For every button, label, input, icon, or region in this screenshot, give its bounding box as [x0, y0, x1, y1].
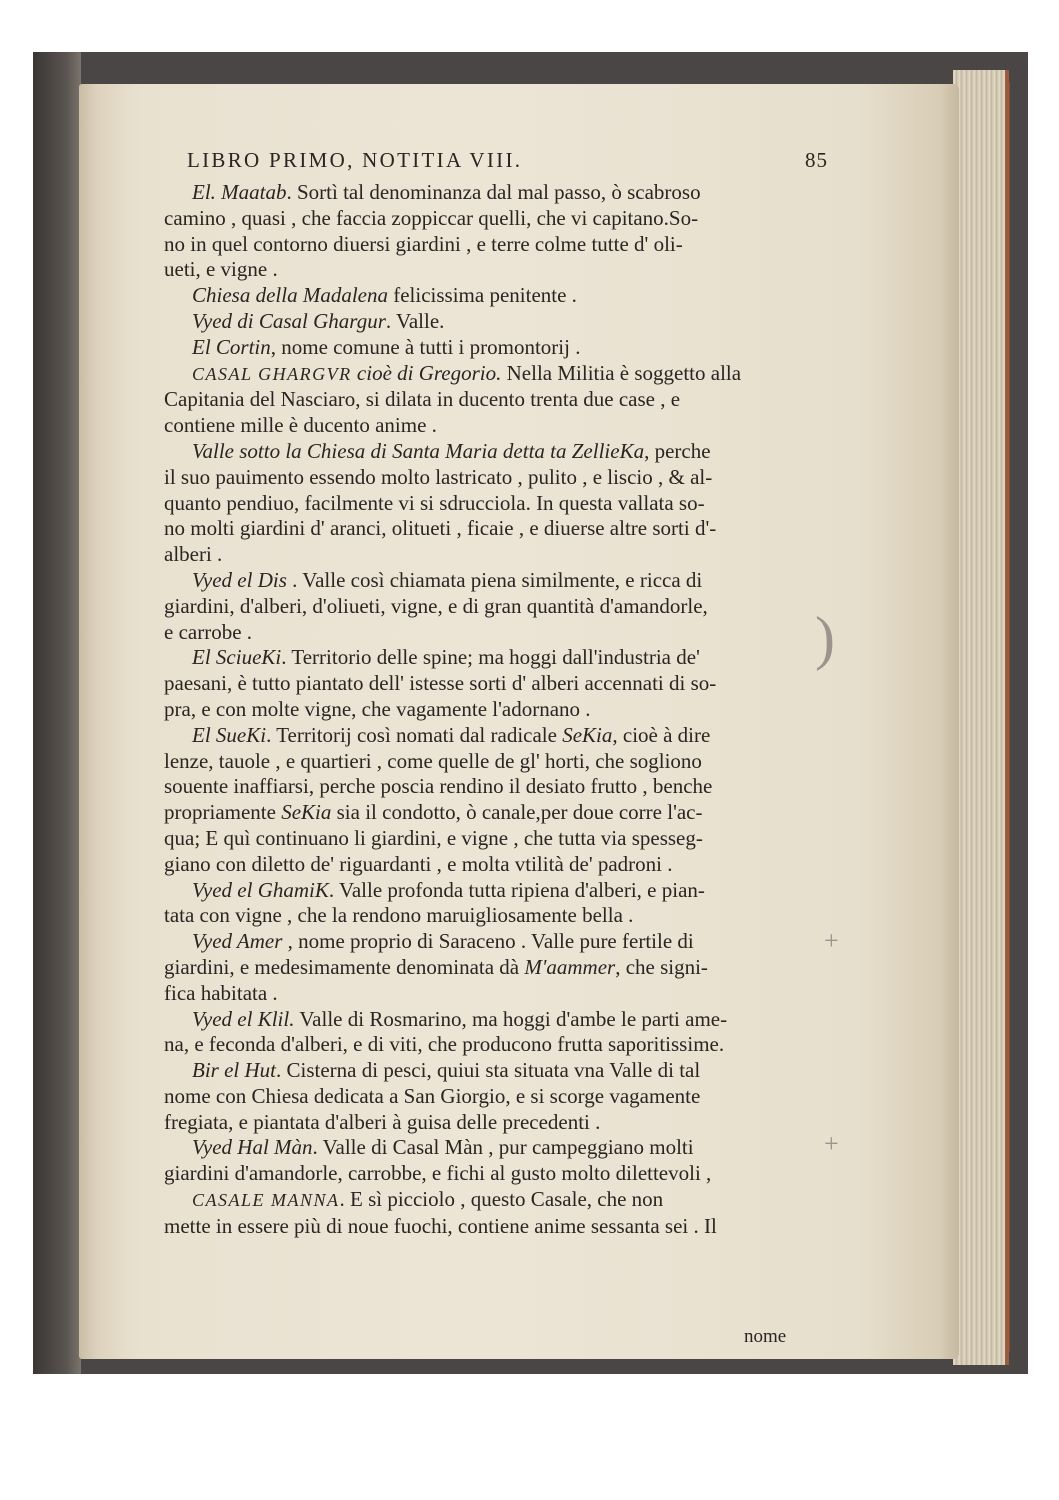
italic-term: Bir el Hut [192, 1058, 276, 1083]
text-line [164, 1214, 864, 1240]
text-run: propriamente [164, 800, 282, 825]
text-run: , cioè à dire [612, 722, 711, 747]
text-line [164, 568, 864, 594]
text-run: Capitania del Nasciaro, si dilata in ducento trenta due case , e [164, 387, 681, 412]
text-line [164, 697, 864, 723]
header-title: LIBRO PRIMO, NOTITIA VIII. [187, 148, 523, 172]
text-run: giardini, d'alberi, d'oliueti, vigne, e di gran quantità d'amandorle, [164, 593, 708, 618]
text-run: fregiata, e piantata d'alberi à guisa delle precedenti . [164, 1109, 601, 1134]
italic-term: Vyed di Casal Ghargur [192, 308, 386, 333]
italic-term: Vyed Hal Màn [192, 1135, 313, 1160]
text-run: quanto pendiuo, facilmente vi si sdrucciola. In questa vallata so- [164, 490, 705, 515]
margin-cross: + [824, 1129, 839, 1158]
text-line [164, 387, 864, 413]
text-line [164, 774, 864, 800]
text-line [164, 1007, 864, 1033]
text-line [164, 594, 864, 620]
text-run: Nella Militia è soggetto alla [501, 360, 742, 385]
text-line [164, 929, 864, 955]
text-run: contiene mille è ducento anime . [164, 413, 437, 438]
text-run: , che signi- [615, 954, 708, 979]
text-line [164, 723, 864, 749]
text-run: , perche [644, 438, 711, 463]
text-line [164, 955, 864, 981]
italic-term: Vyed el Dis [192, 567, 287, 592]
italic-term: SeKia [281, 800, 332, 825]
italic-term: CASAL GHARGVR [192, 363, 352, 384]
text-run: giardini, e medesimamente denominata dà [164, 954, 525, 979]
text-run: , nome proprio di Saraceno . Valle pure fertile di [282, 929, 694, 954]
text-run: giardini d'amandorle, carrobbe, e fichi al gusto molto dilettevoli , [164, 1161, 712, 1186]
text-run: giano con diletto de' riguardanti , e molta vtilità de' padroni . [164, 851, 673, 876]
running-header [187, 148, 847, 173]
italic-term: SeKia [562, 722, 613, 747]
text-line [164, 1135, 864, 1161]
text-line [164, 671, 864, 697]
text-run: Valle di Rosmarino, ma hoggi d'ambe le parti ame- [294, 1006, 728, 1031]
text-line [164, 1110, 864, 1136]
text-run: no molti giardini d' aranci, olitueti , ficaie , e diuerse altre sorti d'- [164, 516, 717, 541]
text-run: . Cisterna di pesci, quiui sta situata vna Valle di tal [276, 1058, 701, 1083]
text-line [164, 413, 864, 439]
text-line [164, 1084, 864, 1110]
text-line [164, 1032, 864, 1058]
book-binding [33, 52, 81, 1374]
text-run: fica habitata . [164, 980, 278, 1005]
catchword: nome [744, 1326, 787, 1347]
text-run: . Valle di Casal Màn , pur campeggiano molti [312, 1135, 694, 1160]
text-line [164, 620, 864, 646]
text-line [164, 309, 864, 335]
text-line [164, 903, 864, 929]
text-run: . E sì picciolo , questo Casale, che non [339, 1187, 664, 1212]
text-run: na, e feconda d'alberi, e di viti, che producono frutta saporitissime. [164, 1032, 725, 1057]
text-line [164, 542, 864, 568]
text-run: tata con vigne , che la rendono maruigliosamente bella . [164, 903, 634, 928]
text-line [164, 878, 864, 904]
italic-term: El Cortin [192, 334, 271, 359]
text-line [164, 800, 864, 826]
scanned-book-spread [33, 52, 1028, 1374]
text-line [164, 361, 864, 388]
book-page [79, 84, 959, 1359]
italic-term: El SueKi [192, 722, 267, 747]
text-run: nome con Chiesa dedicata a San Giorgio, e si scorge vagamente [164, 1083, 701, 1108]
italic-term: El. Maatab [192, 180, 287, 204]
text-run: . Valle. [385, 308, 445, 333]
italic-term: Vyed el Klil. [192, 1006, 295, 1031]
text-run: . Valle profonda tutta ripiena d'alberi, e pian- [328, 877, 705, 902]
text-run: . Territorio delle spine; ma hoggi dall'industria de' [281, 645, 700, 670]
text-line [164, 465, 864, 491]
text-run: felicissima penitente . [387, 283, 577, 308]
italic-term: Chiesa della Madalena [192, 283, 388, 308]
text-run: souente inaffiarsi, perche poscia rendino il desiato frutto , benche [164, 774, 713, 799]
page-edges [953, 70, 1009, 1365]
italic-term: CASALE MANNA [192, 1190, 340, 1211]
text-run: mette in essere più di noue fuochi, contiene anime sessanta sei . Il [164, 1213, 717, 1238]
text-run: qua; E quì continuano li giardini, e vigne , che tutta via spesseg- [164, 825, 703, 850]
text-run: . Territorij così nomati dal radicale [266, 722, 563, 747]
text-run: camino , quasi , che faccia zoppiccar quelli, che vi capitano.So- [164, 205, 699, 230]
text-line [164, 826, 864, 852]
italic-term: cioè di Gregorio. [351, 360, 502, 385]
text-line [164, 1058, 864, 1084]
text-run: ueti, e vigne . [164, 257, 278, 282]
text-run: pra, e con molte vigne, che vagamente l'adornano . [164, 696, 591, 721]
text-line [164, 283, 864, 309]
text-line [164, 491, 864, 517]
text-line [164, 749, 864, 775]
italic-term: Vyed el GhamiK [192, 877, 329, 902]
text-run: paesani, è tutto piantato dell' istesse sorti d' alberi accennati di so- [164, 671, 717, 696]
text-line [164, 1161, 864, 1187]
text-line [164, 439, 864, 465]
text-line [164, 180, 864, 206]
text-run: alberi . [164, 542, 223, 567]
margin-cross: + [824, 926, 839, 955]
text-run: lenze, tauole , e quartieri , come quelle de gl' horti, che sogliono [164, 748, 702, 773]
text-line [164, 232, 864, 258]
text-run: , nome comune à tutti i promontorij . [270, 334, 581, 359]
margin-bracket: ) [815, 605, 835, 671]
text-line [164, 257, 864, 283]
text-run: . Sortì tal denominanza dal mal passo, ò scabroso [286, 180, 701, 204]
text-line [164, 206, 864, 232]
text-run: no in quel contorno diuersi giardini , e terre colme tutte d' oli- [164, 231, 683, 256]
text-line [164, 1187, 864, 1214]
italic-term: Valle sotto la Chiesa di Santa Maria detta ta ZellieKa [192, 438, 645, 463]
italic-term: Vyed Amer [192, 929, 283, 954]
text-line [164, 645, 864, 671]
page-body-text [164, 180, 864, 1240]
italic-term: M'aammer [524, 954, 616, 979]
text-run: e carrobe . [164, 619, 253, 644]
text-line [164, 335, 864, 361]
text-run: . Valle così chiamata piena similmente, e ricca di [286, 567, 703, 592]
text-line [164, 852, 864, 878]
text-line [164, 516, 864, 542]
italic-term: El SciueKi [192, 645, 282, 670]
text-run: il suo pauimento essendo molto lastricato , pulito , e liscio , & al- [164, 464, 713, 489]
text-run: sia il condotto, ò canale,per doue corre l'ac- [331, 800, 703, 825]
page-number: 85 [805, 148, 828, 172]
text-line [164, 981, 864, 1007]
